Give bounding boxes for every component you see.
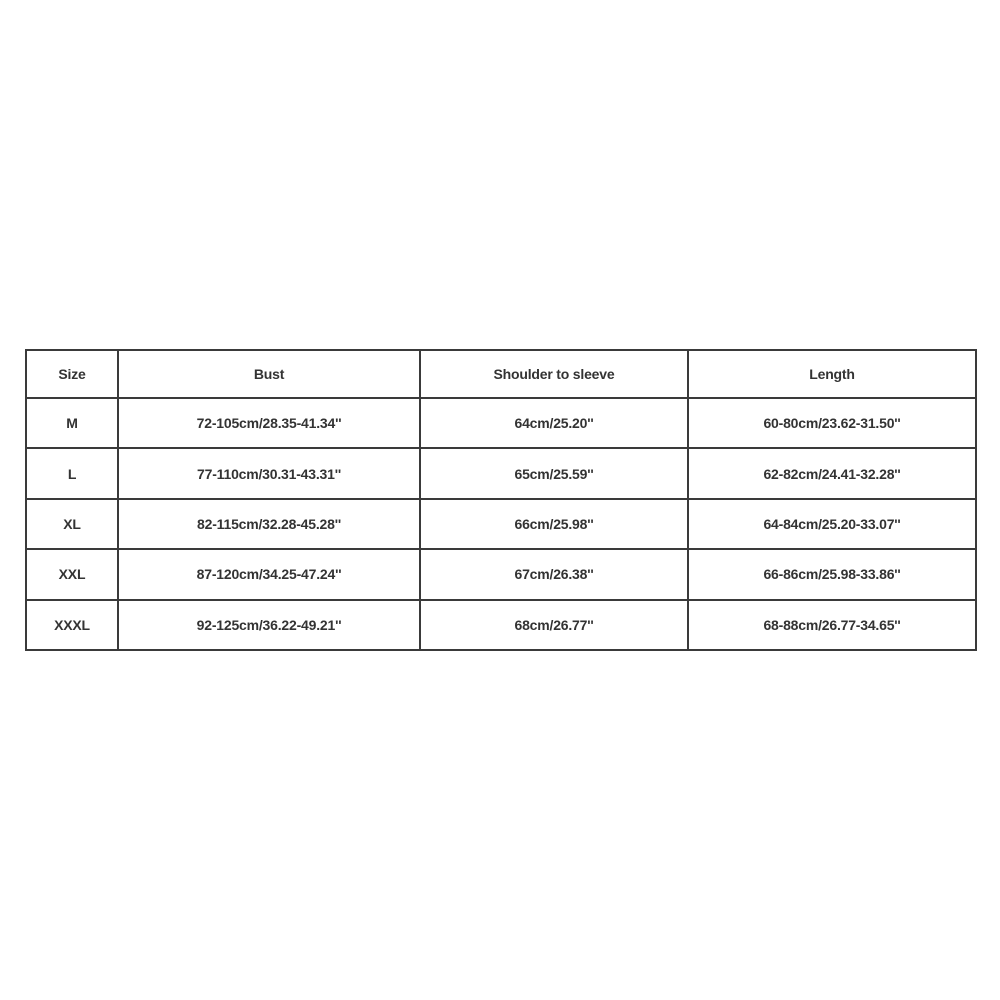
- cell-size: M: [26, 398, 118, 448]
- header-size: Size: [26, 350, 118, 398]
- cell-bust: 77-110cm/30.31-43.31'': [118, 448, 420, 498]
- table-header: [26, 350, 976, 398]
- cell-bust: 82-115cm/32.28-45.28'': [118, 499, 420, 549]
- header-row: [26, 350, 976, 398]
- table-row: [26, 549, 976, 599]
- size-chart-table: [25, 349, 977, 651]
- cell-length: 68-88cm/26.77-34.65'': [688, 600, 976, 650]
- table-row: [26, 600, 976, 650]
- cell-length: 62-82cm/24.41-32.28'': [688, 448, 976, 498]
- cell-size: XL: [26, 499, 118, 549]
- cell-length: 64-84cm/25.20-33.07'': [688, 499, 976, 549]
- table-body: [26, 398, 976, 650]
- cell-size: XXL: [26, 549, 118, 599]
- cell-size: L: [26, 448, 118, 498]
- table-row: [26, 398, 976, 448]
- header-length: Length: [688, 350, 976, 398]
- cell-length: 66-86cm/25.98-33.86'': [688, 549, 976, 599]
- cell-length: 60-80cm/23.62-31.50'': [688, 398, 976, 448]
- cell-shoulder-to-sleeve: 66cm/25.98'': [420, 499, 688, 549]
- cell-bust: 87-120cm/34.25-47.24'': [118, 549, 420, 599]
- cell-shoulder-to-sleeve: 68cm/26.77'': [420, 600, 688, 650]
- cell-shoulder-to-sleeve: 64cm/25.20'': [420, 398, 688, 448]
- header-bust: Bust: [118, 350, 420, 398]
- cell-shoulder-to-sleeve: 67cm/26.38'': [420, 549, 688, 599]
- cell-bust: 72-105cm/28.35-41.34'': [118, 398, 420, 448]
- table-row: [26, 499, 976, 549]
- cell-size: XXXL: [26, 600, 118, 650]
- table-row: [26, 448, 976, 498]
- cell-shoulder-to-sleeve: 65cm/25.59'': [420, 448, 688, 498]
- header-shoulder-to-sleeve: Shoulder to sleeve: [420, 350, 688, 398]
- cell-bust: 92-125cm/36.22-49.21'': [118, 600, 420, 650]
